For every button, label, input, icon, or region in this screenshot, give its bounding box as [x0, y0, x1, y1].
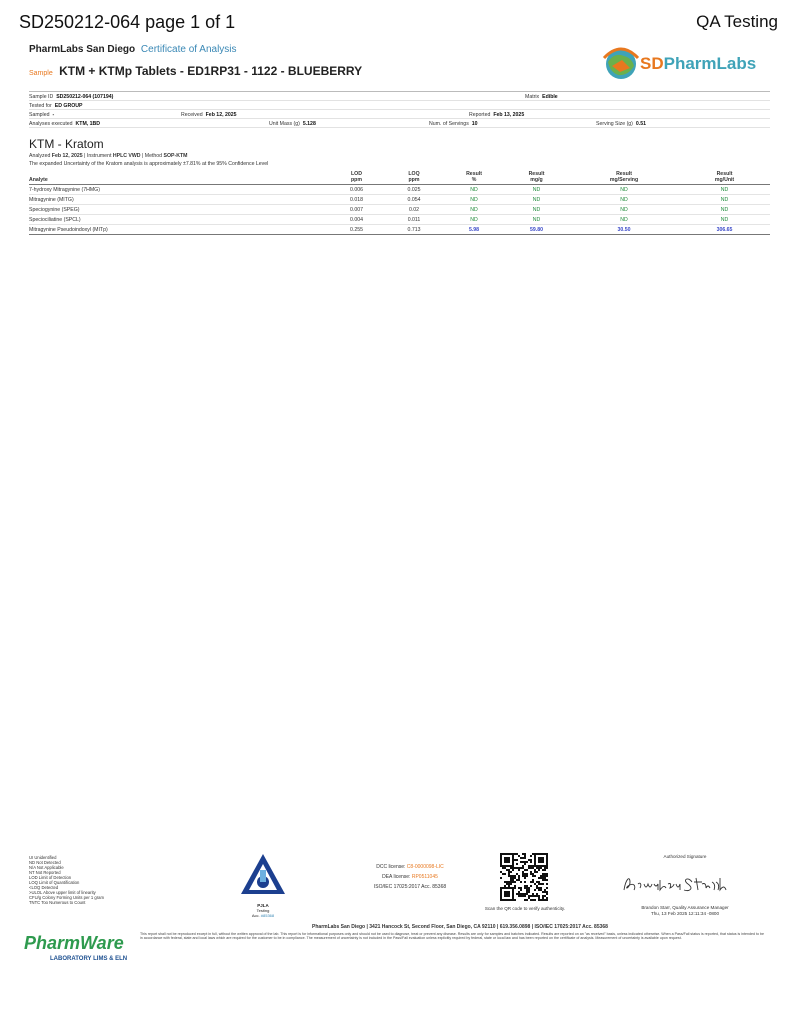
- unit-mass: 5.128: [302, 120, 316, 127]
- result-cell: 5.98: [444, 225, 504, 235]
- legend-item: NT Not Reported: [29, 870, 61, 875]
- signer-info: [615, 905, 755, 916]
- result-cell: ND: [504, 215, 569, 225]
- page-header-bar: [0, 0, 797, 40]
- info-row-2: Tested for ED GROUP: [29, 101, 770, 110]
- result-cell: ND: [679, 205, 770, 215]
- legend-item: CFU/g Colony Forming Units per 1 gram: [29, 895, 104, 900]
- sample-info-table: [29, 91, 770, 128]
- logo-emblem-icon: [600, 42, 642, 86]
- result-cell: ND: [679, 195, 770, 205]
- result-cell: ND: [444, 205, 504, 215]
- result-cell: 306.65: [679, 225, 770, 235]
- logo-wordmark: SDPharmLabs: [640, 54, 757, 73]
- info-row-1: Sample ID SD250212-064 (107194) Matrix Edible: [29, 91, 770, 101]
- sample-id: SD250212-064 (107194): [56, 93, 114, 100]
- pharmware-sub: LABORATORY LIMS & ELN: [50, 956, 128, 962]
- legend-item: N/A Not Applicable: [29, 865, 64, 870]
- pharmware-logo: [24, 930, 128, 964]
- pjla-accreditation-badge: [238, 852, 288, 918]
- reported-date: Feb 13, 2025: [493, 111, 525, 118]
- result-cell: 0.018: [329, 195, 384, 205]
- analyte-name: Speciociliatine (SPCL): [29, 215, 329, 225]
- section-title: KTM - Kratom: [29, 137, 104, 151]
- result-cell: ND: [569, 205, 679, 215]
- result-cell: 0.02: [384, 205, 444, 215]
- result-cell: ND: [504, 195, 569, 205]
- table-row: [29, 205, 770, 215]
- dea-license: DEA license: RP0511045: [382, 874, 438, 880]
- result-cell: 0.713: [384, 225, 444, 235]
- analyte-name: 7-hydroxy Mitragynine (7HMG): [29, 185, 329, 195]
- license-block: [340, 862, 480, 892]
- result-cell: ND: [679, 215, 770, 225]
- result-cell: 0.007: [329, 205, 384, 215]
- results-header-row: [29, 170, 770, 185]
- column-header: Result mg/Serving: [569, 170, 679, 185]
- signature-datetime: Thu, 13 Feb 2025 12:11:34 -0800: [650, 910, 720, 916]
- column-header: LOQ ppm: [384, 170, 444, 185]
- lab-name-line: [29, 44, 237, 55]
- pjla-triangle-icon: [238, 852, 288, 898]
- legend-item: <LOQ Detected: [29, 885, 59, 890]
- result-cell: ND: [569, 215, 679, 225]
- handwritten-signature: [618, 870, 752, 898]
- column-header: Analyte: [29, 170, 329, 185]
- iso-accreditation: ISO/IEC 17025:2017 Acc. 85368: [373, 884, 447, 890]
- doc-type: Certificate of Analysis: [140, 44, 237, 55]
- sample-label: Sample: [29, 70, 53, 77]
- table-row: [29, 225, 770, 235]
- analyses-executed: KTM, 1BD: [75, 120, 101, 127]
- lab-address: PharmLabs San Diego | 3421 Hancock St, Second Floor, San Diego, CA 92110 | 619.356.0898 | ISO/IEC 17025:2017 Acc. 85368: [312, 924, 608, 930]
- dcc-license: DCC license: C8-0000098-LIC: [376, 864, 444, 870]
- table-row: [29, 185, 770, 195]
- results-table: [29, 170, 770, 235]
- matrix: Edible: [542, 93, 558, 100]
- sample-title: [29, 64, 362, 78]
- signature-header: Authorized Signature: [663, 854, 707, 859]
- column-header: Result %: [444, 170, 504, 185]
- document-id-page: SD250212-064 page 1 of 1: [19, 12, 236, 32]
- result-cell: ND: [569, 185, 679, 195]
- pharmware-wordmark: PharmWare: [24, 933, 124, 953]
- result-cell: ND: [504, 185, 569, 195]
- result-cell: 0.255: [329, 225, 384, 235]
- info-row-4: Analyses executed KTM, 1BD Unit Mass (g) 5.128 Num. of Servings 10 Serving Size (g) 0.51: [29, 119, 770, 128]
- qr-caption: Scan the QR code to verify authenticity.: [484, 906, 566, 911]
- section-meta: Analyzed Feb 12, 2025 | Instrument HPLC VWD | Method SOP-KTM: [29, 153, 188, 159]
- result-cell: ND: [569, 195, 679, 205]
- pjla-sub: Testing: [256, 908, 270, 913]
- verification-qr-code[interactable]: [500, 853, 548, 901]
- column-header: Result mg/Unit: [679, 170, 770, 185]
- sdpharmlabs-logo: [600, 42, 775, 86]
- method: SOP-KTM: [163, 153, 188, 159]
- table-row: [29, 215, 770, 225]
- result-cell: 0.004: [329, 215, 384, 225]
- result-cell: 0.054: [384, 195, 444, 205]
- result-cell: ND: [504, 205, 569, 215]
- legend-item: LOQ Limit of Quantification: [29, 880, 80, 885]
- sample-name: KTM + KTMp Tablets - ED1RP31 - 1122 - BLUEBERRY: [59, 64, 363, 78]
- num-servings: 10: [471, 120, 478, 127]
- result-cell: ND: [679, 185, 770, 195]
- uncertainty-note: The expanded Uncertainty of the Kratom analysis is approximately ±7.81% at the 95% Confidence Level: [29, 161, 269, 167]
- result-cell: ND: [444, 215, 504, 225]
- received-date: Feb 12, 2025: [205, 111, 237, 118]
- result-cell: 0.006: [329, 185, 384, 195]
- disclaimer: This report shall not be reproduced except in full, without the written approval of the lab. This report is for informational purposes only and should not be used to diagnose, treat or prevent any disease. Results are only for samples and batches indicated. Results are reported on an "as received" basis, unless indicated otherwise. When a Pass/Fail status is reported, that status is intended to be in accordance with federal, state and local laws which are required for the customer to be in compliance. The measurement of uncertainty is not included in the Pass/Fail evaluation unless explicitly required by federal, state or local law and has been reported on the certificate of analysis. Measurement of uncertainty is available upon request.: [140, 932, 764, 941]
- instrument: HPLC VWD: [112, 153, 141, 159]
- tested-for: ED GROUP: [54, 102, 83, 109]
- legend-item: LOD Limit of Detection: [29, 875, 72, 880]
- legend-item: UI Unidentified: [29, 855, 57, 860]
- sampled: -: [52, 111, 55, 118]
- analyzed-date: Feb 12, 2025: [51, 153, 83, 159]
- result-cell: 0.025: [384, 185, 444, 195]
- info-row-3: Sampled - Received Feb 12, 2025 Reported Feb 13, 2025: [29, 110, 770, 119]
- pjla-acc: Acc. #85368: [251, 913, 275, 918]
- legend-item: ND Not Detected: [29, 860, 61, 865]
- result-cell: 59.80: [504, 225, 569, 235]
- column-header: Result mg/g: [504, 170, 569, 185]
- result-cell: 0.011: [384, 215, 444, 225]
- table-row: [29, 195, 770, 205]
- signer-name-title: Brandon Starr, Quality Assurance Manager: [641, 905, 729, 910]
- serving-size: 0.51: [635, 120, 647, 127]
- column-header: LOD ppm: [329, 170, 384, 185]
- analyte-name: Mitragynine (MITG): [29, 195, 329, 205]
- qa-status: QA Testing: [696, 12, 778, 31]
- abbreviation-legend: [29, 855, 104, 905]
- pjla-name: PJLA: [257, 903, 269, 908]
- legend-item: >ULOL Above upper limit of linearity: [29, 890, 96, 895]
- result-cell: ND: [444, 195, 504, 205]
- analyte-name: Speciogynine (SPEG): [29, 205, 329, 215]
- analyte-name: Mitragynine Pseudoindoxyl (MITp): [29, 225, 329, 235]
- lab-name: PharmLabs San Diego: [29, 44, 136, 55]
- result-cell: 30.50: [569, 225, 679, 235]
- result-cell: ND: [444, 185, 504, 195]
- legend-item: TNTC Too Numerous to Count: [29, 900, 86, 905]
